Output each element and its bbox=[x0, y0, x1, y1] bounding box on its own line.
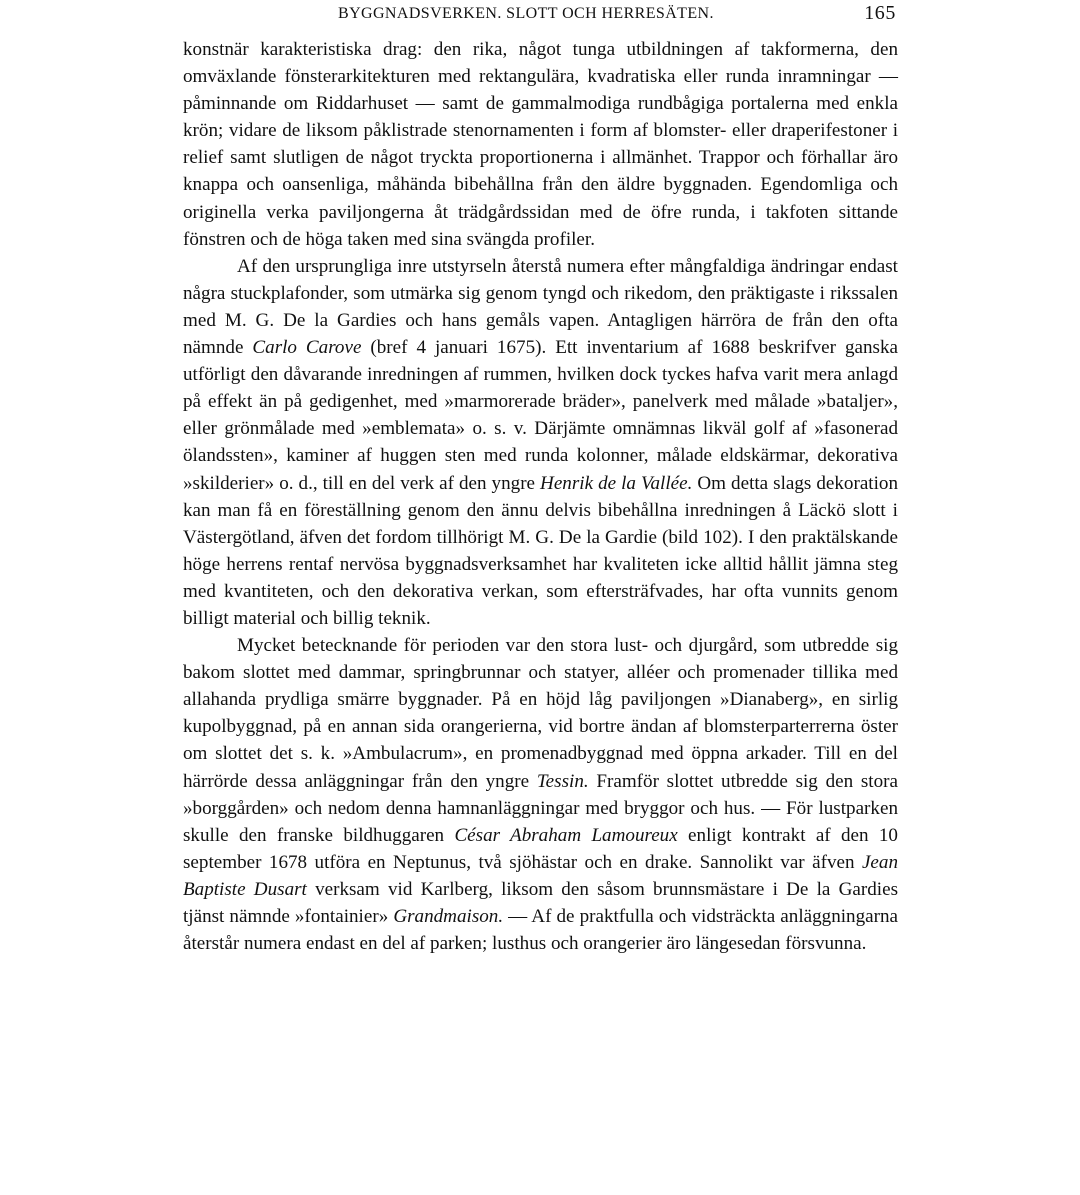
text-run: (bref 4 januari 1675). Ett inventarium af 1688 beskrifver ganska utförligt den dåvarande inredningen af rummen, hvilken dock tyckes hafva varit mera anlagd på effekt än på gedigenhet, med »marmorerade bräder», panelverk med målade »bataljer», eller grönmålade med »emblemata» o. s. v. Därjämte omnämnas likväl golf af »fasonerad ölandssten», kaminer af huggen sten med runda kolonner, målade eldskärmar, dekorativa »skilderier» o. d., till en del verk af den yngre bbox=[183, 337, 898, 494]
italic-name: Tessin. bbox=[536, 770, 589, 792]
italic-name: Jean Baptiste Dusart bbox=[183, 851, 898, 900]
italic-name: Carlo Carove bbox=[252, 337, 362, 359]
paragraph-2 bbox=[183, 253, 898, 632]
text-run: Om detta slags dekoration kan man få en föreställning genom den ännu delvis bibehållna inredningen å Läckö slott i Västergötland, äfven det fordom tillhörigt M. G. De la Gardie (bild 102). I den praktälskande höge herrens rentaf nervösa byggnadsverksamhet har kvaliteten icke alltid hållit jämna steg med kvantiteten, och den dekorativa verkan, som eftersträfvades, har ofta vunnits genom billigt material och billig teknik. bbox=[183, 472, 899, 629]
body-text bbox=[183, 36, 898, 957]
text-run: Framför slottet utbredde sig den stora »borggården» och nedom denna hamnanläggningar med bryggor och hus. — För lustparken skulle den franske bildhuggaren bbox=[183, 770, 898, 846]
text-run: Mycket betecknande för perioden var den stora lust- och djurgård, som utbredde sig bakom slottet med dammar, springbrunnar och statyer, alléer och promenader tillika med allahanda prydliga smärre byggnader. På en höjd låg paviljongen »Dianaberg», en sirlig kupolbyggnad, på en annan sida orangerierna, vid bortre ändan af blomsterparterrerna öster om slottet det s. k. »Ambulacrum», en promenadbyggnad med öppna arkader. Till en del härrörde dessa anläggningar från den yngre bbox=[183, 635, 898, 792]
paragraph-1 bbox=[183, 36, 898, 253]
text-run: — Af de praktfulla och vidsträckta anläggningarna återstår numera endast en del af parken; lusthus och orangerier äro längesedan försvunna. bbox=[183, 906, 898, 955]
italic-name: César Abraham Lamoureux bbox=[454, 824, 678, 846]
paragraph-3 bbox=[183, 632, 898, 957]
italic-name: Henrik de la Vallée. bbox=[540, 472, 693, 494]
text-run: enligt kontrakt af den 10 september 1678 utföra en Neptunus, två sjöhästar och en drake. Sannolikt var äfven bbox=[183, 824, 898, 873]
italic-name: Grandmaison. bbox=[393, 906, 504, 927]
text-run: Af den ursprungliga inre utstyrseln återstå numera efter mångfaldiga ändringar endast några stuckplafonder, som utmärka sig genom tyngd och rikedom, den präktigaste i rikssalen med M. G. De la Gardies och hans gemåls vapen. Antagligen härröra de från den ofta nämnde bbox=[183, 255, 898, 359]
document-page bbox=[183, 0, 898, 957]
page-number: 165 bbox=[864, 2, 896, 24]
text-run: verksam vid Karlberg, liksom den såsom brunnsmästare i De la Gardies tjänst nämnde »fontainier» bbox=[183, 878, 899, 927]
text-run: konstnär karakteristiska drag: den rika, något tunga utbildningen af takformerna, den omväxlande fönsterarkitekturen med rektangulära, kvadratiska eller runda inramningar — påminnande om Riddarhuset — samt de gammalmodiga rundbågiga portalerna med enkla krön; vidare de liksom påklistrade stenornamenten i form af blomster- eller draperifestoner i relief samt slutligen de något tryckta proportionerna i allmänhet. Trappor och förhallar äro knappa och oansenliga, måhända bibehållna från den äldre byggnaden. Egendomliga och originella verka paviljongerna åt trädgårdssidan med de öfre runda, i takfoten sittande fönstren och de höga taken med sina svängda profiler. bbox=[183, 39, 898, 250]
running-header bbox=[183, 0, 898, 36]
running-title: BYGGNADSVERKEN. SLOTT OCH HERRESÄTEN. bbox=[338, 5, 714, 22]
